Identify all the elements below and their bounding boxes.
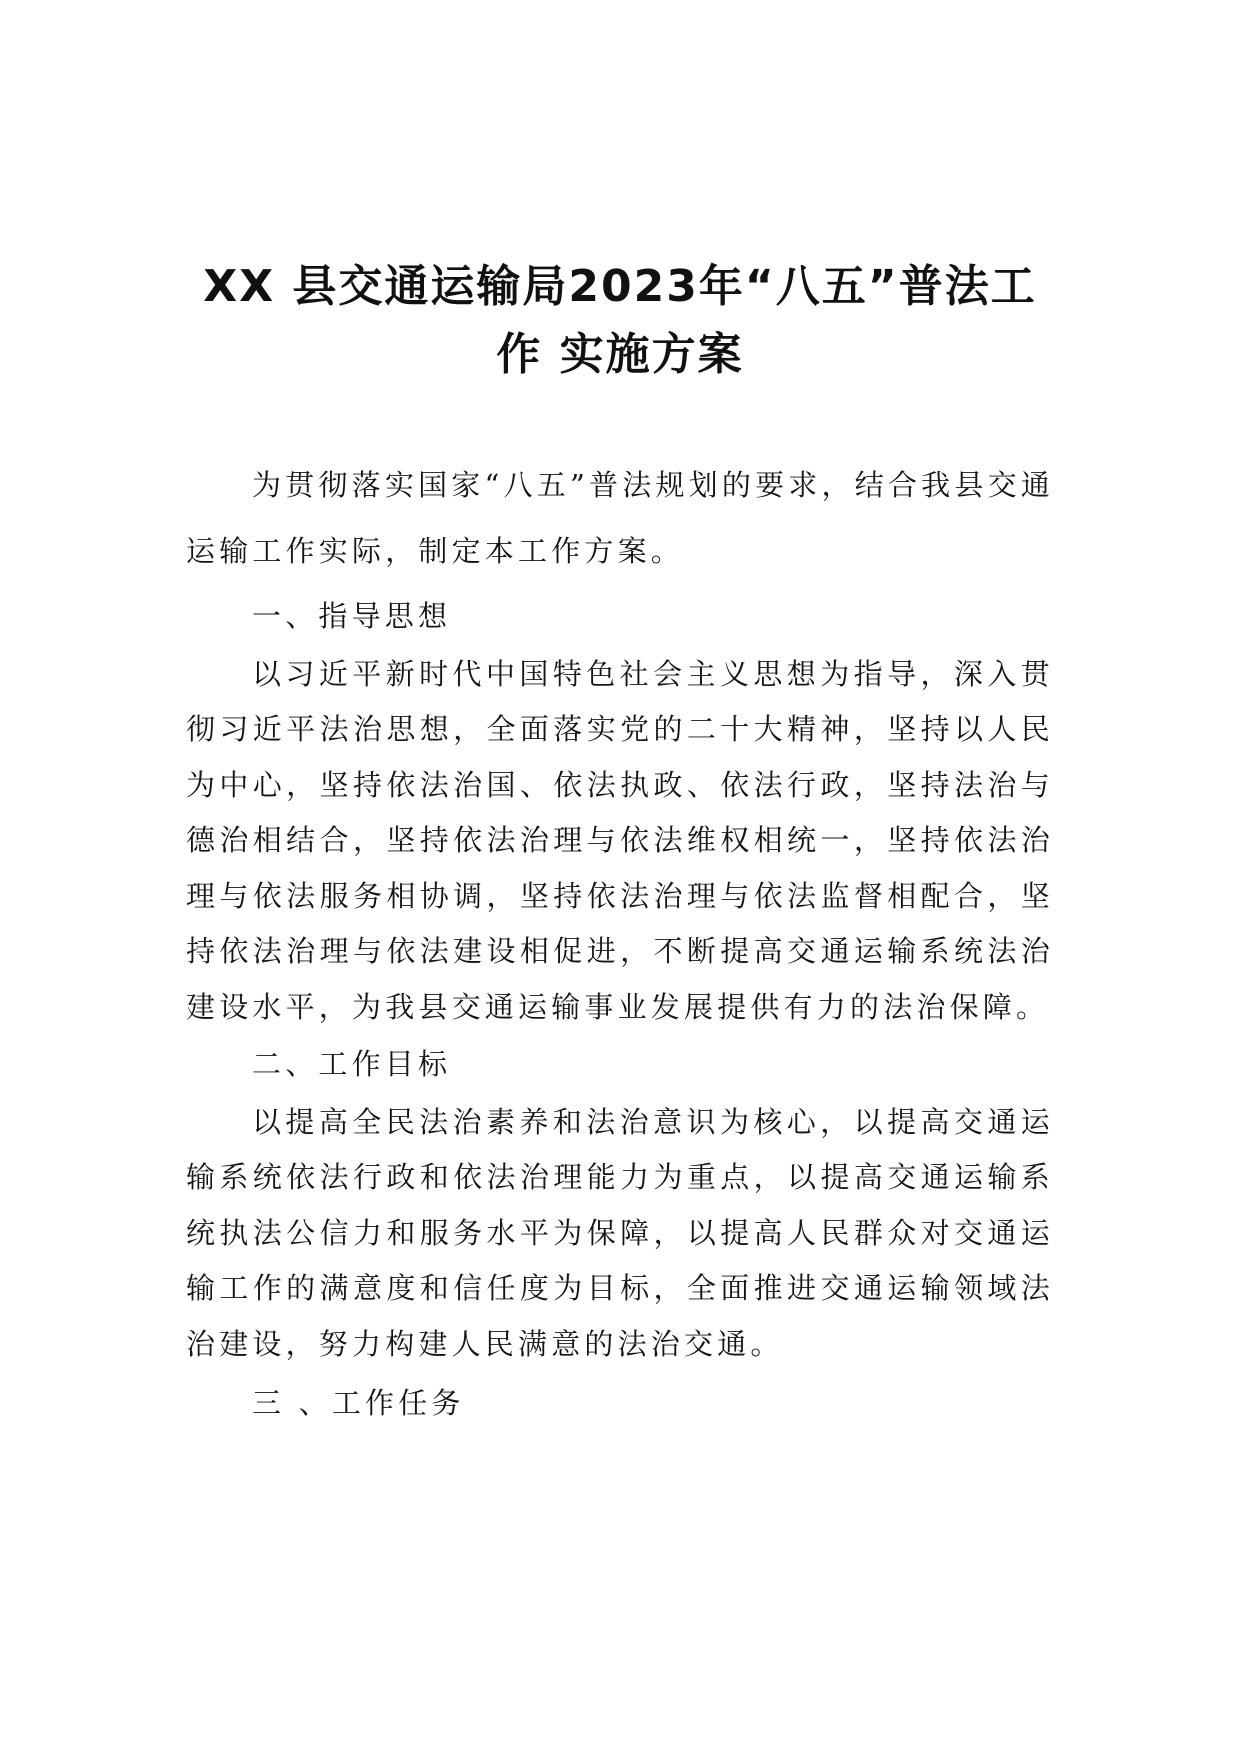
document-body (186, 452, 1054, 1432)
section-heading-work-goals: 二、工作目标 (252, 1047, 452, 1081)
intro-paragraph: 为贯彻落实国家“八五”普法规划的要求，结合我县交通运输工作实际，制定本工作方案。 (186, 468, 1054, 568)
document-title-line-1: XX 县交通运输局2023年“八五”普法工 (203, 261, 1037, 312)
work-goals-paragraph: 以提高全民法治素养和法治意识为核心，以提高交通运输系统依法行政和依法治理能力为重点，以提高交通运输系统执法公信力和服务水平为保障，以提高人民群众对交通运输工作的满意度和信任度为目标，全面推进交通运输领域法治建设，努力构建人民满意的法治交通。 (186, 1104, 1054, 1361)
document-title-line-2: 作 实施方案 (496, 329, 744, 380)
guiding-ideology-paragraph: 以习近平新时代中国特色社会主义思想为指导，深入贯彻习近平法治思想，全面落实党的二十大精神，坚持以人民为中心，坚持依法治国、依法执政、依法行政，坚持法治与德治相结合，坚持依法治理与依法维权相统一，坚持依法治理与依法服务相协调，坚持依法治理与依法监督相配合，坚持依法治理与依法建设相促进，不断提高交通运输系统法治建设水平，为我县交通运输事业发展提供有力的法治保障。 (186, 656, 1054, 1024)
section-heading-guiding-ideology: 一、指导思想 (252, 599, 452, 633)
section-heading-work-tasks: 三 、工作任务 (252, 1386, 465, 1420)
